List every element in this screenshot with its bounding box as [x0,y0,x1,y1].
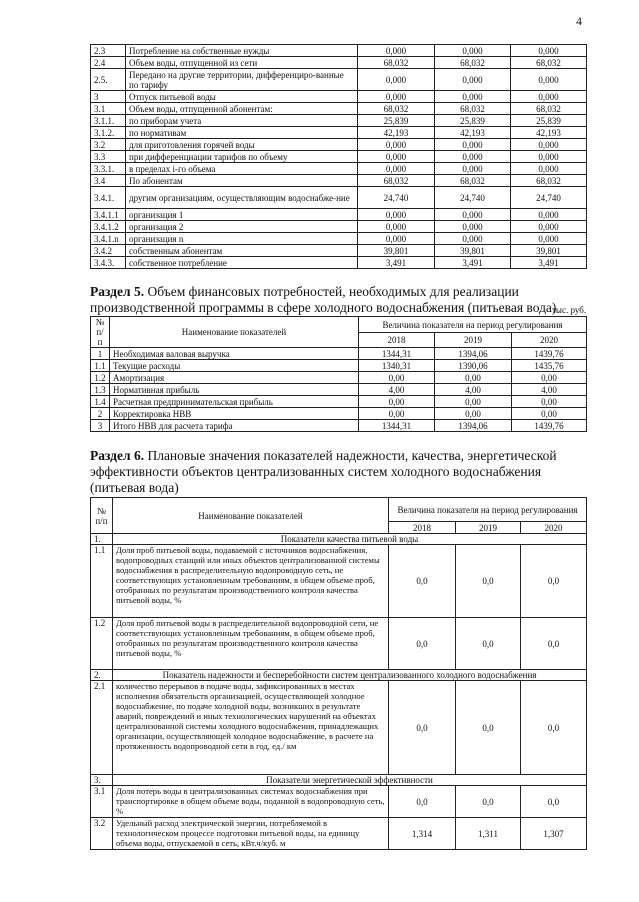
row-name: Амортизация [110,372,359,384]
value-2020: 0,000 [511,139,587,151]
value-2020: 0,0 [521,681,587,775]
group-title: Показатели качества питьевой воды [113,534,587,545]
value-2019: 3,491 [435,257,511,269]
header-name: Наименование показателей [113,498,389,534]
table-row [91,408,587,420]
value-2019: 4,00 [435,384,512,396]
group-row [91,670,587,681]
row-name: Расчетная предпринимательская прибыль [110,396,359,408]
row-name: Необходимая валовая выручка [110,348,359,360]
value-2018: 0,000 [358,151,435,163]
row-number: 3.4.1.1 [91,209,126,221]
section5-heading [90,284,590,316]
value-2018: 0,0 [389,545,456,618]
table-row [91,786,587,818]
value-2020: 0,000 [511,163,587,175]
row-number: 3 [91,420,110,432]
value-2020: 0,000 [511,45,587,57]
row-name: Корректировка НВВ [110,408,359,420]
value-2020: 68,032 [511,103,587,115]
table-row [91,187,587,209]
value-2020: 0,000 [511,91,587,103]
header-year: 2018 [359,333,435,348]
row-name: количество перерывов в подаче воды, зафиксированных в местах исполнения обязательств организацией, осуществляющей холодное водоснабжение, по подаче холодной воды, возникших в результате аварий, повреждений и иных технологических нарушений на объектах централизованной системы холодного водоснабжения, принадлежащих организации, осуществляющей холодное водоснабжение, в расчете на протяженность водопроводной сети в год, ед./ км [113,681,389,775]
row-number: 1.1 [91,360,110,372]
value-2018: 68,032 [358,103,435,115]
value-2019: 24,740 [435,187,511,209]
value-2020: 42,193 [511,127,587,139]
value-2019: 0,00 [435,372,512,384]
value-2019: 0,000 [435,233,511,245]
value-2018: 1,314 [389,818,456,850]
row-number: 2.5. [91,69,126,91]
value-2019: 1390,06 [435,360,512,372]
value-2018: 42,193 [358,127,435,139]
row-number: 3.2 [91,818,113,850]
row-number: 3.1.2. [91,127,126,139]
table-row [91,139,587,151]
value-2020: 0,000 [511,233,587,245]
value-2020: 39,801 [511,245,587,257]
table-row [91,233,587,245]
value-2020: 0,0 [521,545,587,618]
units-label: тыс. руб. [552,305,587,315]
value-2018: 0,000 [358,163,435,175]
group-row [91,534,587,545]
row-number: 1.1 [91,545,113,618]
value-2020: 0,00 [512,408,587,420]
value-2018: 1344,31 [359,348,435,360]
value-2020: 25,839 [511,115,587,127]
value-2018: 0,00 [359,372,435,384]
value-2020: 0,0 [521,786,587,818]
table-row [91,103,587,115]
value-2018: 1340,31 [359,360,435,372]
table-row [91,221,587,233]
row-name: Текущие расходы [110,360,359,372]
value-2019: 0,000 [435,91,511,103]
row-number: 1 [91,348,110,360]
row-number: 3.1.1. [91,115,126,127]
row-number: 3.2 [91,139,126,151]
value-2019: 0,000 [435,209,511,221]
value-2018: 0,0 [389,618,456,670]
row-name: По абонентам [126,175,358,187]
value-2018: 0,000 [358,45,435,57]
table-row [91,245,587,257]
group-number: 2. [91,670,113,681]
row-name: Доля проб питьевой воды в распределительной водопроводной сети, не соответствующих установленным требованиям, в общем объеме проб, отобранных по результатам производственного контроля качества питьевой воды, % [113,618,389,670]
row-number: 2.1 [91,681,113,775]
row-name: Потребление на собственные нужды [126,45,358,57]
row-number: 1.2 [91,618,113,670]
value-2020: 68,032 [511,175,587,187]
row-number: 3.3.1. [91,163,126,175]
value-2020: 68,032 [511,57,587,69]
row-name: другим организациям, осуществляющим водоснабже-ние [126,187,358,209]
row-name: для приготовления горячей воды [126,139,358,151]
row-name: организация 1 [126,209,358,221]
header-year: 2019 [456,522,521,534]
group-number: 3. [91,775,113,786]
value-2020: 3,491 [511,257,587,269]
header-year: 2020 [512,333,587,348]
value-2018: 24,740 [358,187,435,209]
table-row [91,91,587,103]
table-row [91,209,587,221]
value-2019: 0,0 [456,681,521,775]
row-number: 3 [91,91,126,103]
table-row [91,372,587,384]
row-number: 1.2 [91,372,110,384]
table-row [91,45,587,57]
value-2018: 0,0 [389,681,456,775]
value-2019: 68,032 [435,57,511,69]
table-row [91,115,587,127]
row-name: Итого НВВ для расчета тарифа [110,420,359,432]
value-2018: 1344,31 [359,420,435,432]
row-number: 3.4.3. [91,257,126,269]
value-2020: 0,00 [512,396,587,408]
row-name: организация n [126,233,358,245]
value-2019: 0,0 [456,786,521,818]
section6-prefix: Раздел 6. [90,448,145,463]
section6-heading [90,448,590,496]
header-period: Величина показателя на период регулирования [389,498,587,522]
header-year: 2018 [389,522,456,534]
value-2020: 0,000 [511,69,587,91]
value-2019: 68,032 [435,103,511,115]
value-2019: 1,311 [456,818,521,850]
value-2018: 3,491 [358,257,435,269]
group-title: Показатели энергетической эффективности [113,775,587,786]
row-number: 1.4 [91,396,110,408]
value-2018: 0,000 [358,221,435,233]
table-row [91,348,587,360]
group-title: Показатель надежности и бесперебойности систем централизованного холодного водоснабжения [113,670,587,681]
value-2020: 4,00 [512,384,587,396]
header-year: 2019 [435,333,512,348]
page-number: 4 [576,14,582,28]
row-number: 3.4.2 [91,245,126,257]
table-row [91,420,587,432]
row-name: Доля проб питьевой воды, подаваемой с источников водоснабжения, водопроводных станций или иных объектов централизованной системы водоснабжения в распределительную водопроводную сеть, не соответствующих установленным требованиям, в общем объеме проб, отобранных по результатам производственного контроля качества питьевой воды, % [113,545,389,618]
finance-table [90,316,587,432]
row-number: 2 [91,408,110,420]
value-2020: 0,00 [512,372,587,384]
table-row [91,545,587,618]
value-2018: 0,000 [358,139,435,151]
row-name: организация 2 [126,221,358,233]
row-number: 2.3 [91,45,126,57]
header-year: 2020 [521,522,587,534]
value-2020: 0,000 [511,221,587,233]
value-2019: 0,0 [456,545,521,618]
value-2019: 1394,06 [435,420,512,432]
value-2019: 0,00 [435,408,512,420]
table-row [91,384,587,396]
value-2018: 0,0 [389,786,456,818]
value-2020: 0,000 [511,209,587,221]
value-2019: 0,000 [435,163,511,175]
value-2019: 39,801 [435,245,511,257]
value-2018: 0,00 [359,408,435,420]
row-name: Нормативная прибыль [110,384,359,396]
value-2020: 0,000 [511,151,587,163]
row-name: Объем воды, отпущенной из сети [126,57,358,69]
value-2019: 0,000 [435,221,511,233]
value-2019: 42,193 [435,127,511,139]
indicators-table [90,497,587,850]
row-name: в пределах i-го объема [126,163,358,175]
section5-prefix: Раздел 5. [90,284,145,299]
table-row [91,175,587,187]
row-name: Отпуск питьевой воды [126,91,358,103]
row-number: 2.4 [91,57,126,69]
table-row [91,57,587,69]
value-2019: 68,032 [435,175,511,187]
group-row [91,775,587,786]
value-2019: 0,000 [435,45,511,57]
row-name: Доля потерь воды в централизованных системах водоснабжения при транспортировке в общем объеме воды, поданной в водопроводную сеть, % [113,786,389,818]
value-2018: 0,00 [359,396,435,408]
row-name: Удельный расход электрической энергии, потребляемой в технологическом процессе подготовки питьевой воды, на единицу объема воды, отпускаемой в сеть, кВт.ч/куб. м [113,818,389,850]
row-number: 1.3 [91,384,110,396]
value-2020: 1435,76 [512,360,587,372]
table-row [91,681,587,775]
row-number: 3.4.1.2 [91,221,126,233]
table-row [91,257,587,269]
value-2018: 39,801 [358,245,435,257]
group-number: 1. [91,534,113,545]
section6-title: Плановые значения показателей надежности, качества, энергетической эффективности объектов централизованных систем холодного водоснабжения (питьевая вода) [90,448,557,495]
row-name: Передано на другие территории, дифференциро-ванные по тарифу [126,69,358,91]
table-row [91,163,587,175]
value-2019: 25,839 [435,115,511,127]
row-number: 3.1 [91,103,126,115]
header-name: Наименование показателей [110,317,359,348]
row-name: по приборам учета [126,115,358,127]
value-2019: 0,000 [435,139,511,151]
value-2019: 0,000 [435,69,511,91]
row-number: 3.4.1. [91,187,126,209]
value-2018: 25,839 [358,115,435,127]
volume-table [90,44,587,269]
table-row [91,396,587,408]
value-2020: 1439,76 [512,348,587,360]
value-2019: 0,0 [456,618,521,670]
value-2019: 0,00 [435,396,512,408]
row-number: 3.1 [91,786,113,818]
row-number: 3.4.1.n [91,233,126,245]
header-num: № п/п [91,498,113,534]
table-row [91,618,587,670]
value-2018: 68,032 [358,57,435,69]
value-2018: 4,00 [359,384,435,396]
row-name: собственным абонентам [126,245,358,257]
value-2018: 68,032 [358,175,435,187]
value-2018: 0,000 [358,209,435,221]
row-name: по нормативам [126,127,358,139]
value-2020: 1,307 [521,818,587,850]
table-row [91,818,587,850]
value-2019: 1394,06 [435,348,512,360]
value-2020: 1439,76 [512,420,587,432]
row-name: собственное потребление [126,257,358,269]
value-2018: 0,000 [358,91,435,103]
table-row [91,69,587,91]
header-num: № п/п [91,317,110,348]
value-2018: 0,000 [358,233,435,245]
value-2020: 24,740 [511,187,587,209]
table-row [91,151,587,163]
table-row [91,127,587,139]
value-2020: 0,0 [521,618,587,670]
section5-title: Объем финансовых потребностей, необходимых для реализации производственной программы в сфере холодного водоснабжения (питьевая вода) [90,284,557,315]
table-row [91,360,587,372]
row-name: при дифференциации тарифов по объему [126,151,358,163]
value-2019: 0,000 [435,151,511,163]
row-number: 3.4 [91,175,126,187]
header-period: Величина показателя на период регулирования [359,317,587,333]
row-name: Объем воды, отпущенной абонентам: [126,103,358,115]
value-2018: 0,000 [358,69,435,91]
row-number: 3.3 [91,151,126,163]
